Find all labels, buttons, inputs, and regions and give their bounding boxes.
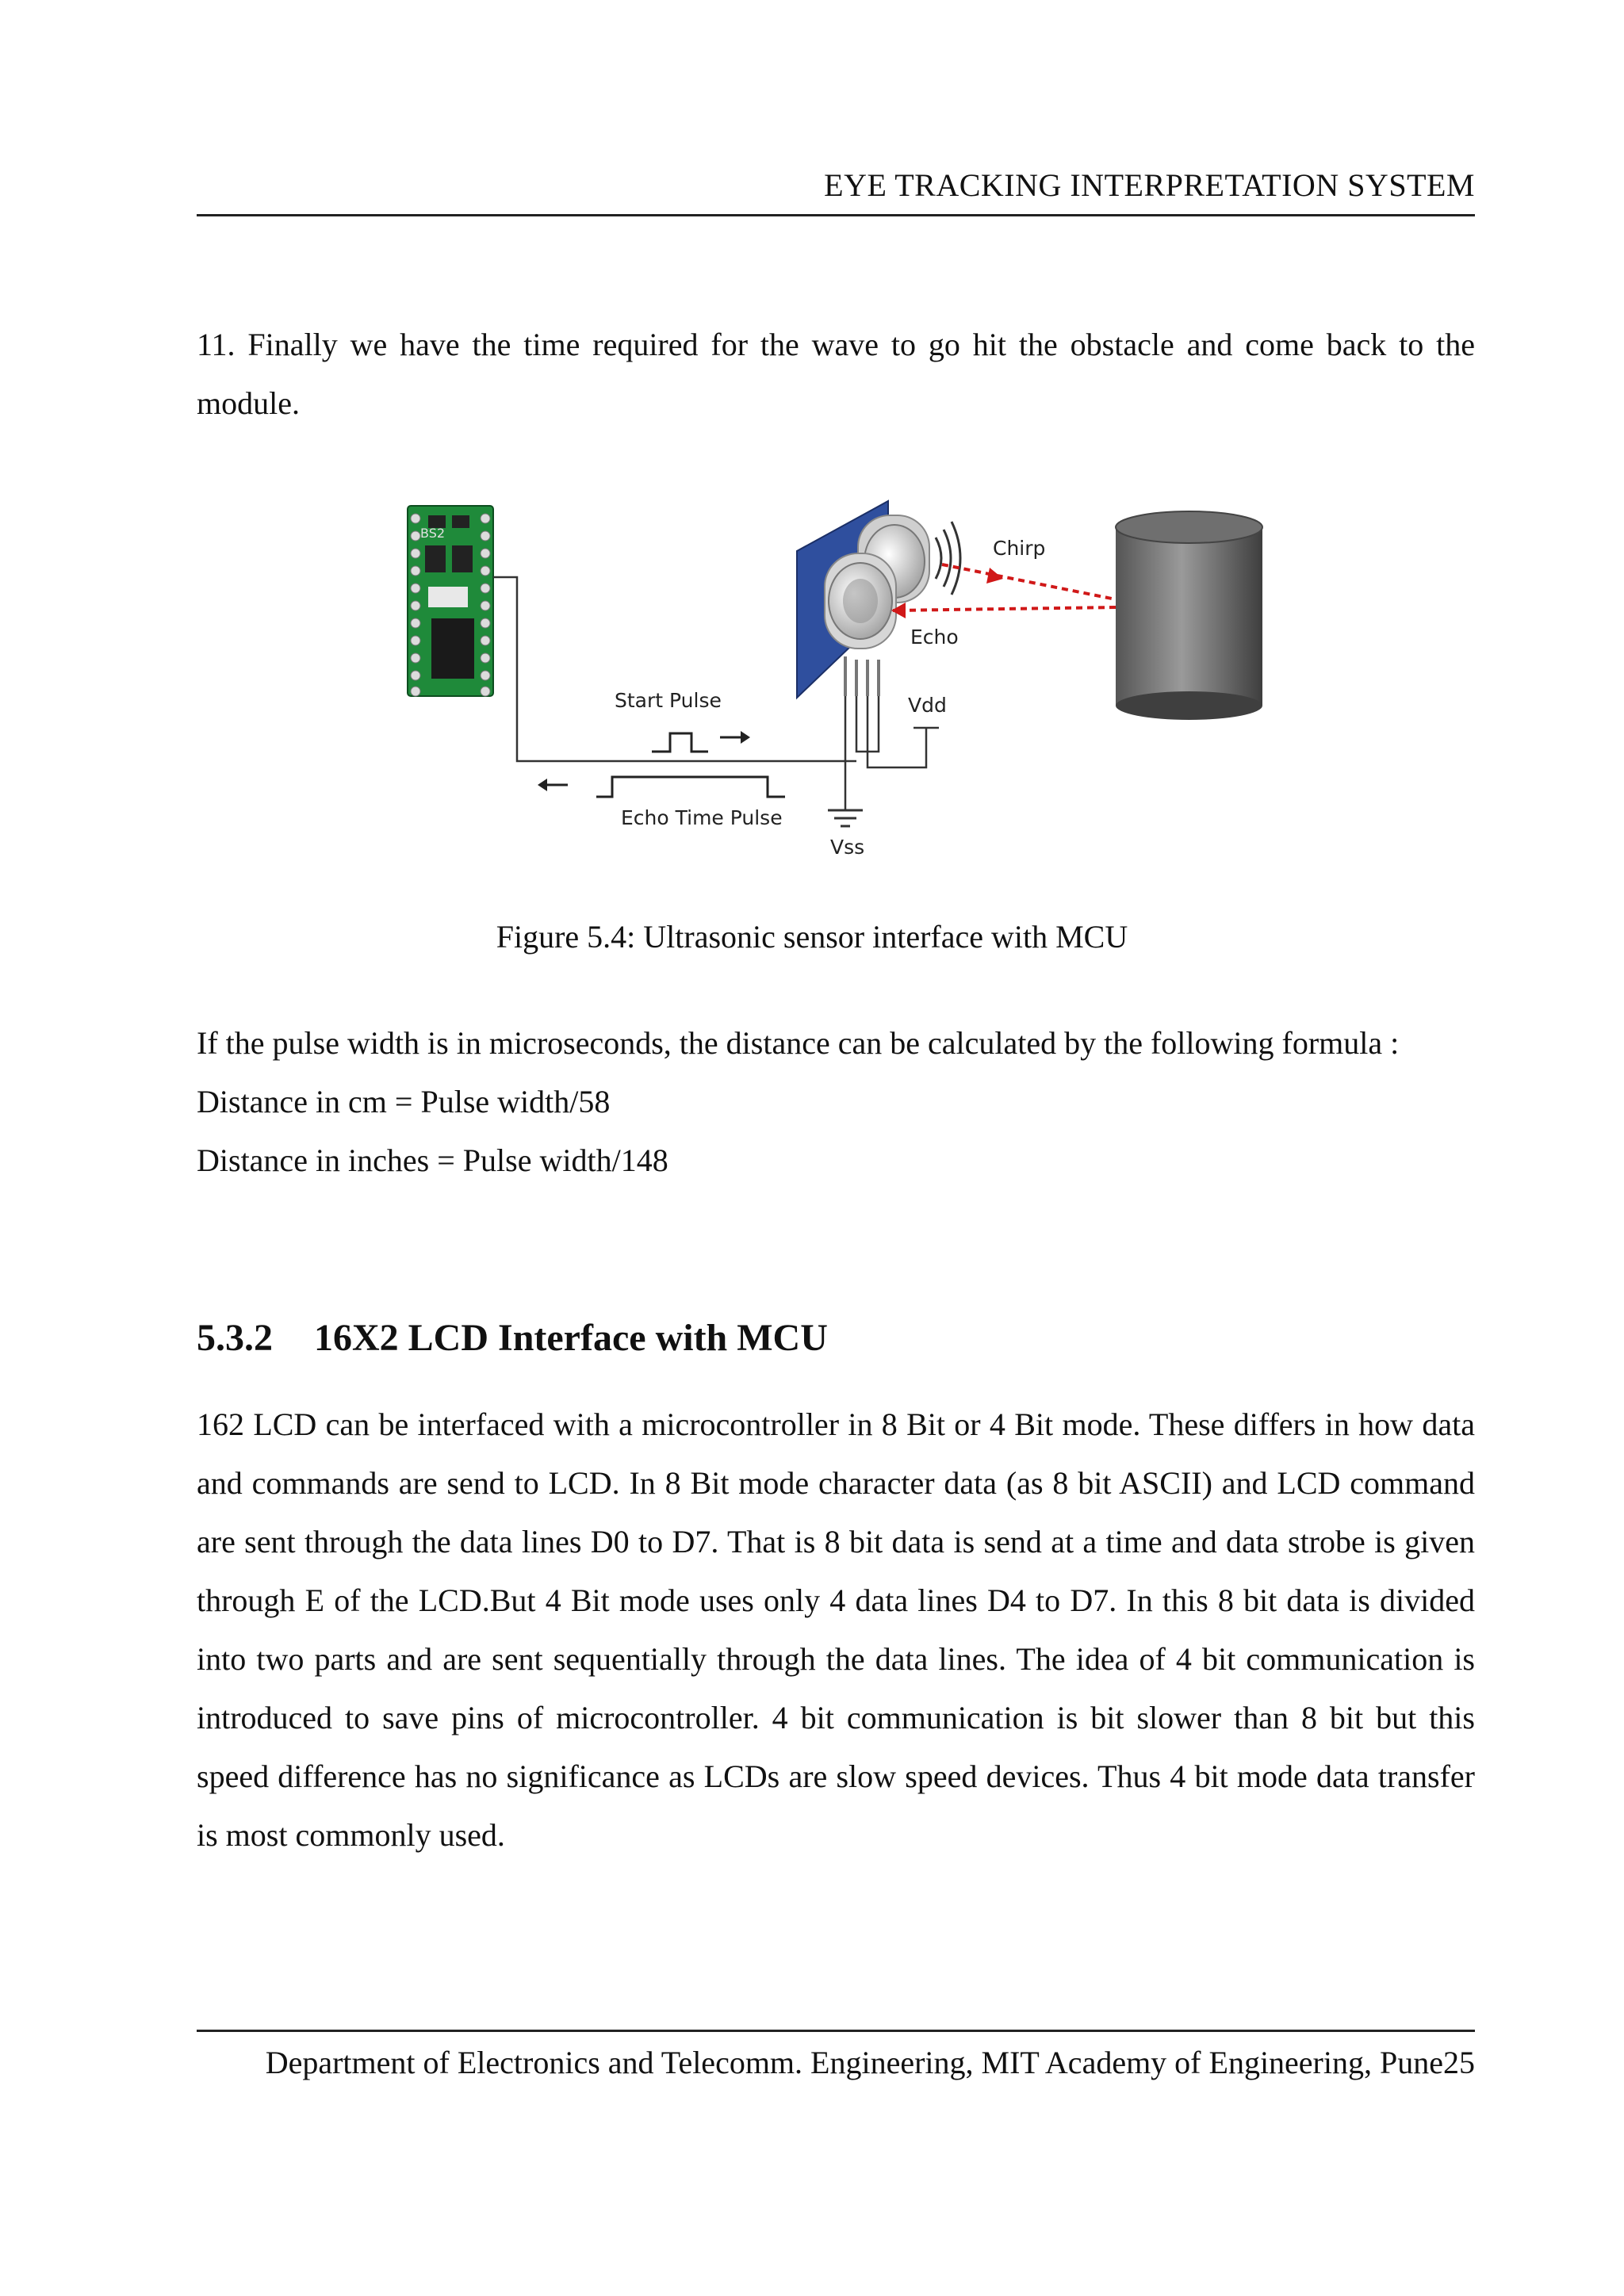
- formula-intro: If the pulse width is in microseconds, the distance can be calculated by the following formula :: [197, 1025, 1400, 1061]
- echo-time-pulse-waveform: [596, 777, 785, 797]
- section-title: 16X2 LCD Interface with MCU: [314, 1317, 828, 1359]
- figure-caption: Figure 5.4: Ultrasonic sensor interface with MCU: [496, 919, 1128, 955]
- section-body-paragraph: 162 LCD can be interfaced with a microcontroller in 8 Bit or 4 Bit mode. These differs in how data and commands are send to LCD. In 8 Bit mode character data (as 8 bit ASCII) and LCD command are sent through the data lines D0 to D7. That is 8 bit data is send at a time and data strobe is given through E of the LCD.But 4 Bit mode uses only 4 data lines D4 to D7. In this 8 bit data is divided into two parts and are sent sequentially through the data lines. The idea of 4 bit communication is introduced to save pins of microcontroller. 4 bit communication is bit slower than 8 bit but this speed difference has no significance as LCDs are slow speed devices. Thus 4 bit mode data transfer is most commonly used.: [197, 1406, 1475, 1853]
- formula-cm: Distance in cm = Pulse width/58: [197, 1084, 611, 1119]
- running-header-title: EYE TRACKING INTERPRETATION SYSTEM: [824, 167, 1475, 203]
- intro-paragraph: 11. Finally we have the time required for the wave to go hit the obstacle and come back to the module.: [197, 327, 1475, 421]
- obstacle-cylinder: [1116, 511, 1262, 720]
- footer-rule: [197, 2030, 1475, 2032]
- mcu-board: [408, 506, 493, 696]
- section-number: 5.3.2: [197, 1317, 273, 1359]
- ultrasonic-sensor: [797, 501, 929, 698]
- echo-label: Echo: [910, 626, 959, 649]
- chirp-wave-icon: [936, 522, 960, 595]
- page-footer: Department of Electronics and Telecomm. Engineering, MIT Academy of Engineering, Pune25: [265, 2045, 1475, 2080]
- bs2-label: BS2: [420, 526, 446, 541]
- formula-inches: Distance in inches = Pulse width/148: [197, 1142, 668, 1178]
- left-arrow-icon: [538, 779, 568, 791]
- chirp-label: Chirp: [993, 537, 1046, 560]
- vss-label: Vss: [830, 836, 865, 859]
- start-pulse-label: Start Pulse: [615, 689, 722, 712]
- figure-ultrasonic-interface: [396, 460, 1300, 880]
- vdd-label: Vdd: [908, 694, 947, 717]
- ground-icon: [828, 810, 863, 826]
- ultrasonic-diagram: [396, 460, 1300, 880]
- right-arrow-icon: [720, 731, 750, 744]
- section-heading: [197, 1316, 828, 1360]
- page-header: [197, 166, 1475, 216]
- start-pulse-waveform: [652, 733, 708, 752]
- echo-time-pulse-label: Echo Time Pulse: [621, 806, 783, 829]
